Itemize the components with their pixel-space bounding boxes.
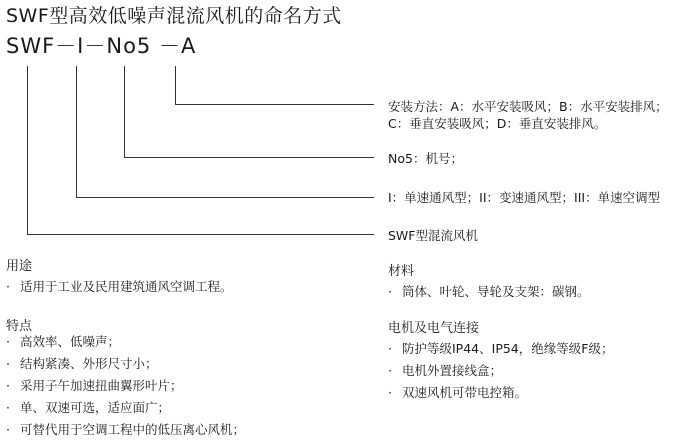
bullet-icon: · <box>6 422 10 437</box>
list-item: · 适用于工业及民用建筑通风空调工程。 <box>6 276 233 298</box>
usage-heading: 用途 <box>6 259 33 274</box>
list-item: · 采用子午加速扭曲翼形叶片； <box>6 375 245 397</box>
list-item: · 可替代用于空调工程中的低压离心风机； <box>6 419 245 441</box>
legend-install-line2: C：垂直安装吸风；D：垂直安装排风。 <box>388 116 607 131</box>
connector-type-line <box>77 66 375 198</box>
list-item: · 电机外置接线盒； <box>388 360 613 382</box>
material-heading: 材料 <box>388 264 415 279</box>
bullet-icon: · <box>388 363 392 378</box>
bullet-icon: · <box>388 284 392 299</box>
motor-heading: 电机及电气连接 <box>388 321 480 336</box>
list-item: · 双速风机可带电控箱。 <box>388 382 613 404</box>
legend-install-line1: 安装方法：A：水平安装吸风；B：水平安装排风； <box>388 99 668 114</box>
legend-series: SWF型混流风机 <box>388 228 478 243</box>
bullet-icon: · <box>6 279 10 294</box>
bullet-icon: · <box>6 356 10 371</box>
bullet-icon: · <box>6 400 10 415</box>
legend-no5: No5：机号； <box>388 151 463 166</box>
model-code: SWF－I－No5 －A <box>6 34 197 58</box>
bullet-icon: · <box>6 378 10 393</box>
list-item: · 结构紧凑、外形尺寸小； <box>6 353 245 375</box>
usage-list <box>6 276 233 298</box>
list-item: · 筒体、叶轮、导轮及支架：碳钢。 <box>388 281 590 303</box>
connector-no5-line <box>125 66 375 158</box>
legend-type: I：单速通风型；II：变速通风型；III：单速空调型 <box>388 190 661 205</box>
bullet-icon: · <box>388 385 392 400</box>
list-item: · 高效率、低噪声； <box>6 331 245 353</box>
motor-list <box>388 338 613 404</box>
material-list <box>388 281 590 303</box>
connector-series-line <box>28 66 375 235</box>
bullet-icon: · <box>6 334 10 349</box>
bullet-icon: · <box>388 341 392 356</box>
list-item: · 防护等级IP44、IP54，绝缘等级F级； <box>388 338 613 360</box>
connector-install-line <box>176 66 375 105</box>
page-title: SWF型高效低噪声混流风机的命名方式 <box>6 5 342 27</box>
features-heading: 特点 <box>6 319 33 334</box>
features-list <box>6 331 245 441</box>
list-item: · 单、双速可选，适应面广； <box>6 397 245 419</box>
